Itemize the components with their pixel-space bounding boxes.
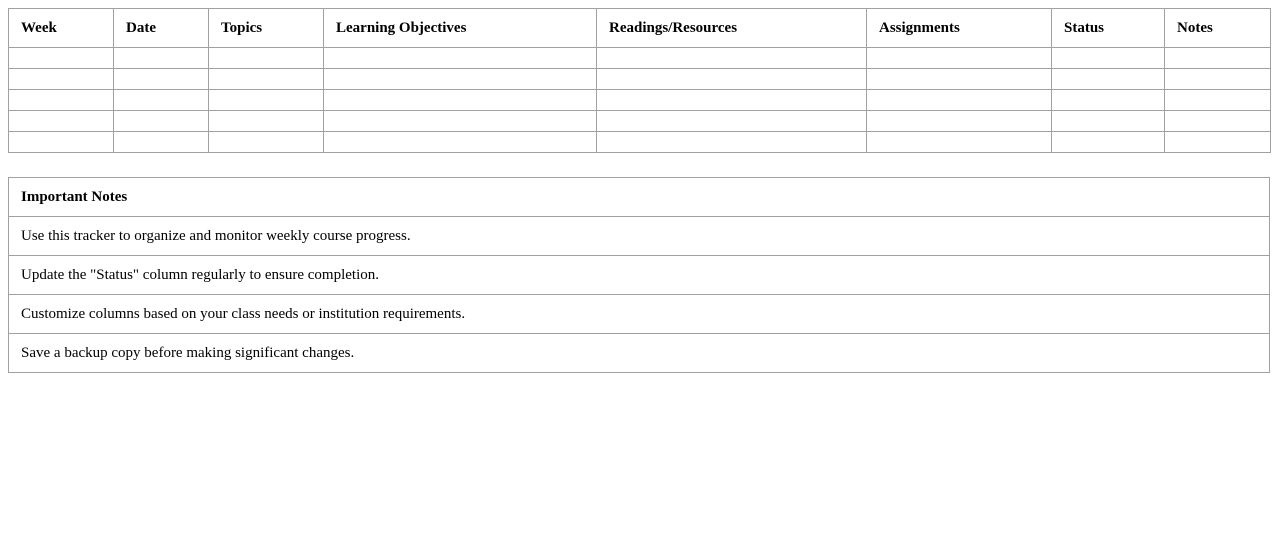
- cell-topics[interactable]: [209, 111, 324, 132]
- cell-date[interactable]: [114, 69, 209, 90]
- cell-topics[interactable]: [209, 69, 324, 90]
- column-header-topics: Topics: [209, 9, 324, 48]
- table-row: [9, 111, 1271, 132]
- cell-topics[interactable]: [209, 132, 324, 153]
- column-header-notes: Notes: [1165, 9, 1271, 48]
- course-tracker-table: [8, 8, 1271, 153]
- cell-assignments[interactable]: [867, 111, 1052, 132]
- list-item: [9, 295, 1270, 334]
- cell-status[interactable]: [1052, 132, 1165, 153]
- cell-learning-objectives[interactable]: [324, 69, 597, 90]
- important-notes-table: [8, 177, 1270, 373]
- cell-week[interactable]: [9, 90, 114, 111]
- cell-notes[interactable]: [1165, 90, 1271, 111]
- table-header-row: [9, 9, 1271, 48]
- column-header-assignments: Assignments: [867, 9, 1052, 48]
- cell-assignments[interactable]: [867, 132, 1052, 153]
- column-header-date: Date: [114, 9, 209, 48]
- column-header-week: Week: [9, 9, 114, 48]
- cell-notes[interactable]: [1165, 69, 1271, 90]
- cell-notes[interactable]: [1165, 111, 1271, 132]
- column-header-readings-resources: Readings/Resources: [597, 9, 867, 48]
- cell-date[interactable]: [114, 111, 209, 132]
- list-item: [9, 334, 1270, 373]
- note-text: Update the "Status" column regularly to ensure completion.: [9, 256, 1270, 295]
- cell-status[interactable]: [1052, 111, 1165, 132]
- cell-readings-resources[interactable]: [597, 90, 867, 111]
- cell-topics[interactable]: [209, 48, 324, 69]
- cell-assignments[interactable]: [867, 69, 1052, 90]
- table-row: [9, 48, 1271, 69]
- cell-notes[interactable]: [1165, 48, 1271, 69]
- note-text: Customize columns based on your class needs or institution requirements.: [9, 295, 1270, 334]
- cell-week[interactable]: [9, 69, 114, 90]
- cell-learning-objectives[interactable]: [324, 48, 597, 69]
- cell-status[interactable]: [1052, 48, 1165, 69]
- cell-readings-resources[interactable]: [597, 48, 867, 69]
- cell-status[interactable]: [1052, 90, 1165, 111]
- cell-learning-objectives[interactable]: [324, 132, 597, 153]
- list-item: [9, 256, 1270, 295]
- cell-assignments[interactable]: [867, 90, 1052, 111]
- cell-notes[interactable]: [1165, 132, 1271, 153]
- column-header-learning-objectives: Learning Objectives: [324, 9, 597, 48]
- cell-readings-resources[interactable]: [597, 111, 867, 132]
- cell-date[interactable]: [114, 132, 209, 153]
- cell-readings-resources[interactable]: [597, 132, 867, 153]
- cell-date[interactable]: [114, 48, 209, 69]
- column-header-status: Status: [1052, 9, 1165, 48]
- cell-assignments[interactable]: [867, 48, 1052, 69]
- table-row: [9, 132, 1271, 153]
- notes-header-row: [9, 178, 1270, 217]
- table-row: [9, 69, 1271, 90]
- cell-week[interactable]: [9, 111, 114, 132]
- cell-week[interactable]: [9, 48, 114, 69]
- list-item: [9, 217, 1270, 256]
- note-text: Save a backup copy before making significant changes.: [9, 334, 1270, 373]
- cell-learning-objectives[interactable]: [324, 90, 597, 111]
- cell-readings-resources[interactable]: [597, 69, 867, 90]
- note-text: Use this tracker to organize and monitor weekly course progress.: [9, 217, 1270, 256]
- cell-date[interactable]: [114, 90, 209, 111]
- table-row: [9, 90, 1271, 111]
- cell-learning-objectives[interactable]: [324, 111, 597, 132]
- cell-topics[interactable]: [209, 90, 324, 111]
- cell-status[interactable]: [1052, 69, 1165, 90]
- notes-title: Important Notes: [9, 178, 1270, 217]
- cell-week[interactable]: [9, 132, 114, 153]
